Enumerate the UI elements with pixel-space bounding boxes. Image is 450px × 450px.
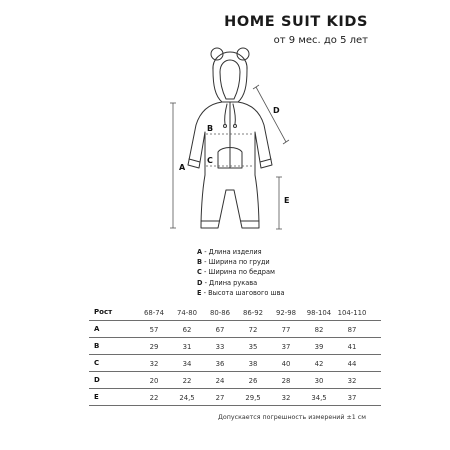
table-divider bbox=[89, 371, 381, 372]
label-b: B bbox=[207, 124, 214, 133]
legend-item: D - Длина рукава bbox=[197, 278, 258, 287]
label-e: E bbox=[284, 196, 290, 205]
size-header: 104-110 bbox=[337, 309, 367, 317]
product-title: HOME SUIT KIDS bbox=[224, 14, 368, 30]
age-range-subtitle: от 9 мес. до 5 лет bbox=[273, 35, 368, 46]
size-header: 74-80 bbox=[176, 309, 198, 317]
table-divider bbox=[89, 320, 381, 321]
table-divider bbox=[89, 337, 381, 338]
drawstring-end-left bbox=[224, 125, 227, 128]
table-divider bbox=[89, 405, 381, 406]
size-header: 86-92 bbox=[242, 309, 264, 317]
drawstring-end-right bbox=[234, 125, 237, 128]
label-d: D bbox=[273, 106, 280, 115]
legend-item: A - Длина изделия bbox=[197, 248, 262, 256]
size-header: 98-104 bbox=[306, 309, 332, 317]
legend-item: E - Высота шагового шва bbox=[197, 288, 285, 297]
drawstring-right bbox=[233, 104, 235, 124]
legend-item: B - Ширина по груди bbox=[197, 258, 270, 267]
size-header: 92-98 bbox=[275, 309, 297, 317]
right-sleeve-cuff bbox=[260, 159, 271, 162]
legend-item: C - Ширина по бедрам bbox=[197, 268, 275, 277]
dimension-d-line bbox=[256, 87, 286, 142]
table-divider bbox=[89, 354, 381, 355]
size-header: 80-86 bbox=[209, 309, 231, 317]
table-divider bbox=[89, 388, 381, 389]
table-header-label: Рост bbox=[94, 308, 113, 316]
left-sleeve-cuff bbox=[189, 159, 200, 162]
label-a: A bbox=[179, 163, 186, 172]
drawstring-left bbox=[225, 104, 227, 124]
label-c: C bbox=[207, 156, 213, 165]
size-header: 68-74 bbox=[143, 309, 165, 317]
tolerance-note: Допускается погрешность измерений ±1 см bbox=[218, 414, 366, 421]
measurement-legend bbox=[197, 247, 285, 298]
hood-inner bbox=[220, 60, 240, 99]
